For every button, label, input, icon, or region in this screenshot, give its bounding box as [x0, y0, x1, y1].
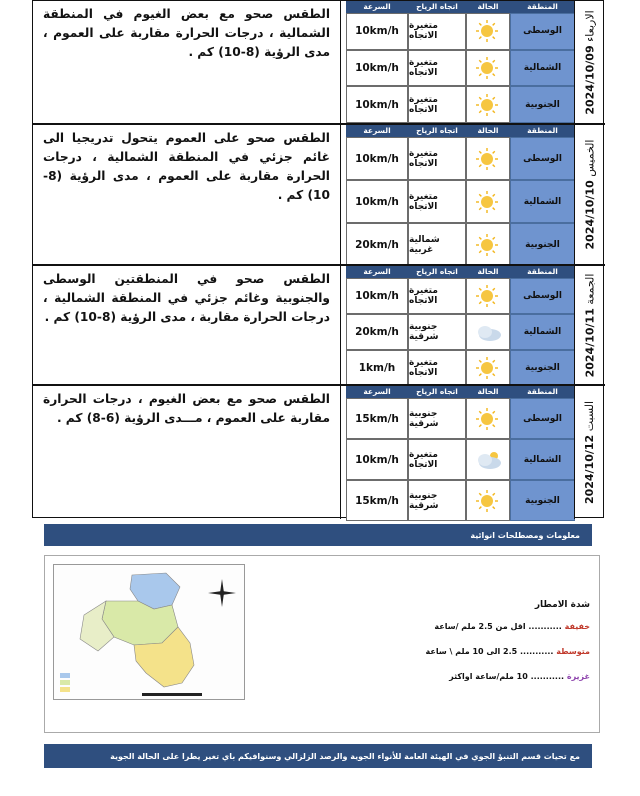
header-speed: السرعة — [363, 267, 391, 276]
region-name: الشمالية — [510, 314, 575, 350]
wind-direction: جنوبية شرقية — [408, 398, 466, 439]
region-name: الوسطى — [510, 398, 575, 439]
wind-direction: شمالية غربية — [408, 223, 466, 266]
wind-speed: 10km/h — [346, 86, 408, 123]
cloud-sun-icon — [474, 449, 502, 471]
wind-direction: متغيرة الاتجاه — [408, 50, 466, 87]
weather-state — [466, 278, 510, 314]
header-region: المنطقة — [527, 126, 558, 135]
day-description: الطقس صحو مع بعض الغيوم في المنطقة الشمالية ، درجات الحرارة مقاربة على العموم ، مدى الرؤية (8-10) كم . — [39, 1, 341, 123]
region-table — [346, 266, 575, 384]
header-region: المنطقة — [527, 387, 558, 396]
header-region: المنطقة — [527, 267, 558, 276]
day-date: 2024/10/11 — [583, 307, 597, 377]
forecast-table — [32, 0, 604, 518]
day-block — [33, 1, 605, 123]
region-name: الشمالية — [510, 439, 575, 480]
wind-direction: متغيرة الاتجاه — [408, 86, 466, 123]
header-wind-dir: اتجاه الرياح — [416, 387, 458, 396]
weather-state — [466, 86, 510, 123]
table-row — [346, 137, 575, 180]
intensity-heavy: غزيرة ........... 10 ملم/ساعة اواكثر — [449, 672, 590, 681]
header-state: الحالة — [477, 267, 499, 276]
wind-direction: متغيرة الاتجاه — [408, 180, 466, 223]
wind-direction: جنوبية شرقية — [408, 480, 466, 521]
wind-speed: 1km/h — [346, 350, 408, 386]
header-state: الحالة — [477, 2, 499, 11]
day-date: 2024/10/12 — [583, 434, 597, 505]
day-name: الاربعاء — [583, 9, 597, 42]
wind-speed: 10km/h — [346, 13, 408, 50]
header-wind-dir: اتجاه الرياح — [416, 126, 458, 135]
day-name: السبت — [583, 400, 597, 432]
day-name: الجمعة — [583, 273, 597, 305]
info-banner — [44, 524, 592, 546]
sun-icon — [474, 191, 502, 213]
wind-speed: 10km/h — [346, 137, 408, 180]
table-row — [346, 180, 575, 223]
day-description: الطقس صحو على العموم يتحول تدريجيا الى غائم جزئي في المنطقة الشمالية ، درجات الحرارة مقاربة على العموم ، مدى الرؤية (8-10) كم . — [39, 125, 341, 264]
sun-icon — [474, 57, 502, 79]
table-header — [346, 125, 575, 137]
iraq-regions-map — [53, 564, 245, 700]
weather-state — [466, 439, 510, 480]
day-description: الطقس صحو مع بعض الغيوم ، درجات الحرارة مقاربة على العموم ، مـــدى الرؤية (6-8) كم . — [39, 386, 341, 519]
day-description: الطقس صحو في المنطقتين الوسطى والجنوبية وغائم جزئي في المنطقة الشمالية ، درجات الحرارة مقاربة ، مدى الرؤية (8-10) كم . — [39, 266, 341, 384]
region-table — [346, 1, 575, 123]
header-speed: السرعة — [363, 387, 391, 396]
region-name: الوسطى — [510, 13, 575, 50]
wind-direction: متغيرة الاتجاه — [408, 137, 466, 180]
header-region: المنطقة — [527, 2, 558, 11]
footer-banner-text: مع تحيات قسم التنبؤ الجوي في الهيئة العامة للأنواء الجوية والرصد الزلزالي وسنوافيكم باي تغير يطرا على الحالة الجوية — [110, 751, 580, 761]
intensity-light: خفيفة ........... اقل من 2.5 ملم /ساعة — [434, 622, 590, 631]
weather-state — [466, 350, 510, 386]
region-name: الشمالية — [510, 180, 575, 223]
header-wind-dir: اتجاه الرياح — [416, 2, 458, 11]
header-state: الحالة — [477, 387, 499, 396]
header-speed: السرعة — [363, 2, 391, 11]
region-name: الجنوبية — [510, 86, 575, 123]
header-speed: السرعة — [363, 126, 391, 135]
region-name: الوسطى — [510, 278, 575, 314]
region-name: الجنوبية — [510, 350, 575, 386]
weather-state — [466, 13, 510, 50]
weather-state — [466, 480, 510, 521]
table-row — [346, 398, 575, 439]
table-row — [346, 350, 575, 386]
table-row — [346, 50, 575, 87]
region-name: الوسطى — [510, 137, 575, 180]
wind-direction: متغيرة الاتجاه — [408, 278, 466, 314]
wind-speed: 20km/h — [346, 223, 408, 266]
weather-state — [466, 137, 510, 180]
sun-icon — [474, 234, 502, 256]
weather-state — [466, 398, 510, 439]
day-date: 2024/10/09 — [583, 44, 597, 115]
day-block — [33, 123, 605, 264]
weather-state — [466, 50, 510, 87]
table-row — [346, 439, 575, 480]
day-name: الخميس — [583, 139, 597, 177]
sun-icon — [474, 490, 502, 512]
weather-state — [466, 180, 510, 223]
day-date-label — [574, 266, 605, 384]
rain-intensity-legend — [350, 600, 590, 697]
sun-icon — [474, 357, 502, 379]
wind-direction: متغيرة الاتجاه — [408, 13, 466, 50]
day-date: 2024/10/10 — [583, 180, 597, 250]
header-wind-dir: اتجاه الرياح — [416, 267, 458, 276]
table-row — [346, 278, 575, 314]
forecast-page — [32, 0, 604, 796]
table-header — [346, 1, 575, 13]
wind-direction: جنوبية شرقية — [408, 314, 466, 350]
wind-speed: 10km/h — [346, 439, 408, 480]
intensity-title: شدة الامطار — [534, 600, 590, 610]
table-row — [346, 86, 575, 123]
wind-speed: 10km/h — [346, 180, 408, 223]
table-header — [346, 386, 575, 398]
wind-speed: 15km/h — [346, 480, 408, 521]
sun-icon — [474, 148, 502, 170]
wind-speed: 20km/h — [346, 314, 408, 350]
weather-state — [466, 314, 510, 350]
weather-state — [466, 223, 510, 266]
wind-speed: 10km/h — [346, 50, 408, 87]
sun-icon — [474, 20, 502, 42]
region-name: الشمالية — [510, 50, 575, 87]
footer-banner — [44, 744, 592, 768]
info-banner-text: معلومات ومصطلحات انوائية — [470, 530, 580, 540]
table-row — [346, 314, 575, 350]
table-header — [346, 266, 575, 278]
wind-direction: متغيرة الاتجاه — [408, 350, 466, 386]
table-row — [346, 13, 575, 50]
region-name: الجنوبية — [510, 223, 575, 266]
region-name: الجنوبية — [510, 480, 575, 521]
wind-speed: 10km/h — [346, 278, 408, 314]
day-block — [33, 264, 605, 384]
sun-icon — [474, 94, 502, 116]
sun-icon — [474, 285, 502, 307]
table-row — [346, 480, 575, 521]
wind-direction: متغيرة الاتجاه — [408, 439, 466, 480]
partly-cloudy-icon — [474, 321, 502, 343]
sun-icon — [474, 408, 502, 430]
region-table — [346, 125, 575, 264]
day-date-label — [574, 125, 605, 264]
header-state: الحالة — [477, 126, 499, 135]
table-row — [346, 223, 575, 266]
intensity-moderate: متوسطة ........... 2.5 الى 10 ملم \ ساعة — [425, 647, 590, 656]
day-block — [33, 384, 605, 519]
day-date-label — [574, 1, 605, 123]
day-date-label — [574, 386, 605, 519]
wind-speed: 15km/h — [346, 398, 408, 439]
region-table — [346, 386, 575, 519]
